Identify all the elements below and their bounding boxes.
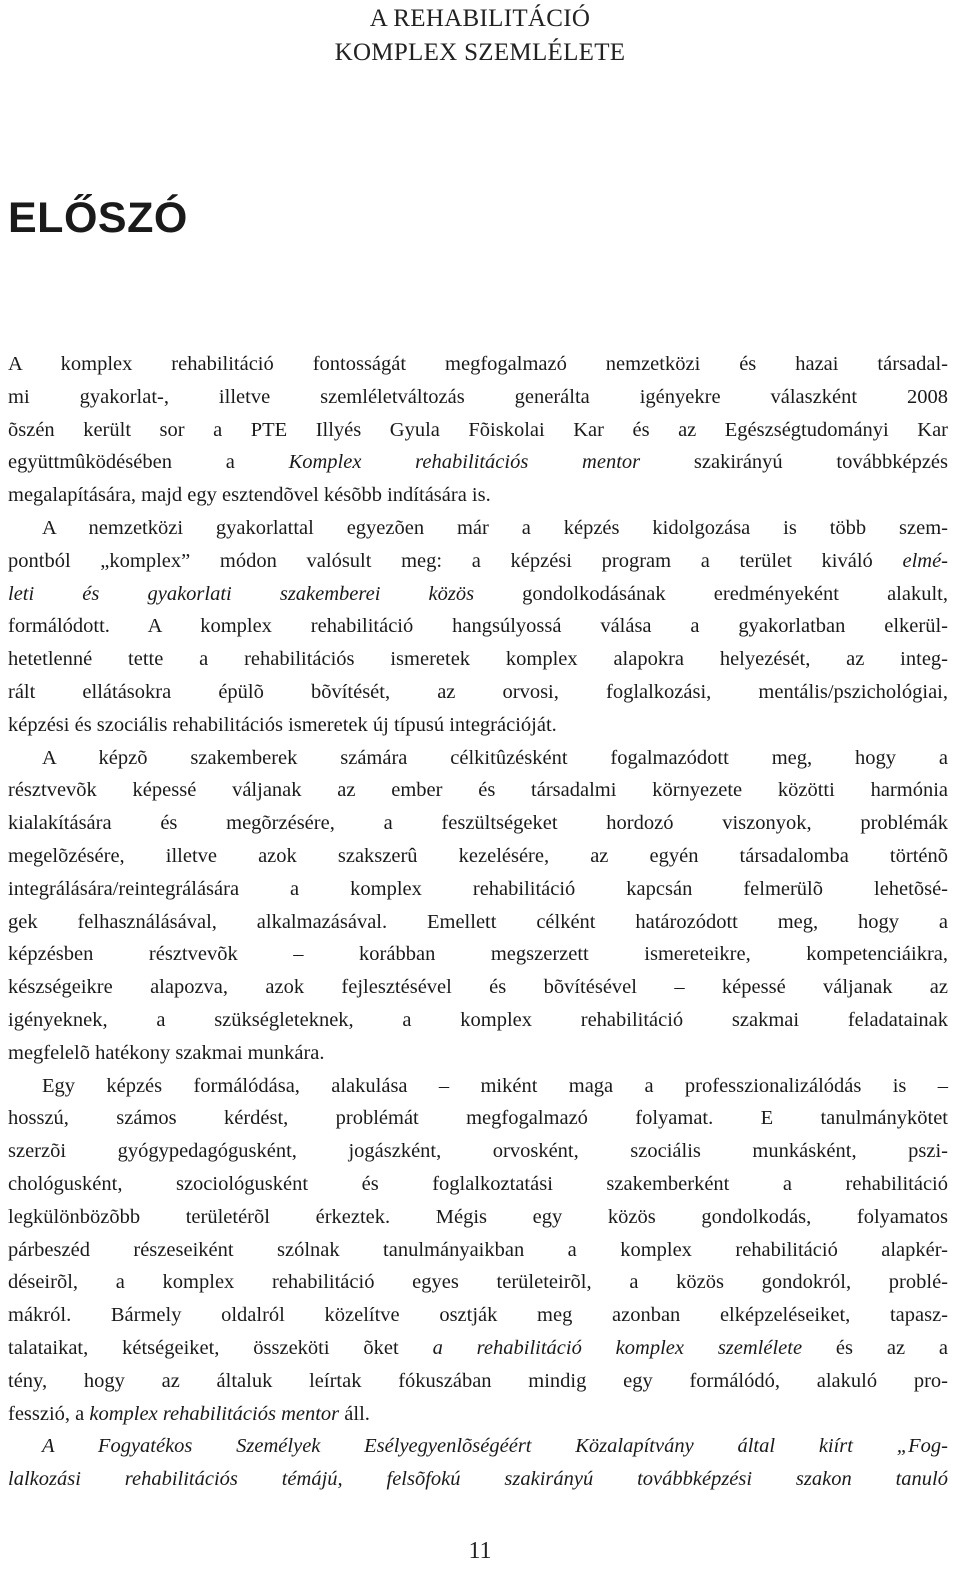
- text-line: résztvevõk képessé váljanak az ember és társadalmi környezete közötti harmónia: [8, 779, 948, 802]
- text-line: déseirõl, a komplex rehabilitáció egyes területeirõl, a közös gondokról, problé-: [8, 1271, 948, 1294]
- text-line: igényeknek, a szükségleteknek, a komplex rehabilitáció szakmai feladatainak: [8, 1008, 948, 1031]
- text-run: és az a: [802, 1336, 948, 1359]
- italic-run: komplex rehabilitációs mentor: [89, 1402, 340, 1425]
- italic-run: lalkozási rehabilitációs témájú, felsõfokú szakirányú továbbképzési szakon tanuló: [8, 1468, 948, 1491]
- text-line: [8, 1332, 948, 1365]
- chapter-title: ELŐSZÓ: [8, 194, 188, 242]
- text-line: A komplex rehabilitáció fontosságát megfogalmazó nemzetközi és hazai társadal-: [8, 353, 948, 375]
- body-text: [8, 348, 948, 1496]
- page-number: 11: [468, 1538, 492, 1564]
- text-line: kialakítására és megõrzésére, a feszültségeket hordozó viszonyok, problémák: [8, 812, 948, 835]
- text-line: tény, hogy az általuk leírtak fókuszában mindig egy formálódó, alakuló pro-: [8, 1369, 948, 1392]
- text-run: szakirányú továbbképzés: [640, 451, 949, 474]
- text-line: legkülönbözõbb területérõl érkeztek. Mégis egy közös gondolkodás, folyamatos: [8, 1205, 948, 1228]
- text-line: gek felhasználásával, alkalmazásával. Emellett célként határozódott meg, hogy a: [8, 910, 948, 933]
- text-run: gondolkodásának eredményeként alakult,: [474, 582, 948, 605]
- text-line: hosszú, számos kérdést, problémát megfogalmazó folyamat. E tanulmánykötet: [8, 1107, 948, 1130]
- text-line: megelõzésére, illetve azok szakszerû kezelésére, az egyén társadalomba történõ: [8, 844, 948, 867]
- running-header-line-2: KOMPLEX SZEMLÉLETE: [334, 39, 626, 66]
- text-line: A nemzetközi gyakorlattal egyezõen már a képzés kidolgozása is több szem-: [42, 516, 948, 539]
- text-line: [8, 578, 948, 611]
- text-line: hetetlenné tette a rehabilitációs ismeretek komplex alapokra helyezését, az integ-: [8, 648, 948, 671]
- text-run: együttmûködésében a: [8, 451, 289, 474]
- text-line: megalapítására, majd egy esztendõvel késõbb indítására is.: [8, 484, 491, 507]
- text-run: pontból „komplex” módon valósult meg: a képzési program a terület kiváló: [8, 549, 903, 572]
- text-run: fesszió, a: [8, 1402, 90, 1425]
- text-line: mi gyakorlat-, illetve szemléletváltozás generálta igényekre válaszként 2008: [8, 385, 948, 408]
- text-line: [8, 1430, 948, 1463]
- text-run: talataikat, kétségeiket, összeköti õket: [8, 1336, 433, 1359]
- italic-run: Komplex rehabilitációs mentor: [288, 451, 641, 474]
- text-line: integrálására/reintegrálására a komplex rehabilitáció kapcsán felmerülõ lehetõsé-: [8, 877, 948, 900]
- text-line: megfelelõ hatékony szakmai munkára.: [8, 1041, 325, 1064]
- text-line: képzésben résztvevõk – korábban megszerzett ismereteikre, kompetenciáikra,: [8, 943, 948, 966]
- text-line: Egy képzés formálódása, alakulása – miként maga a professzionalizálódás is –: [42, 1074, 948, 1097]
- text-line: mákról. Bármely oldalról közelítve osztják meg azonban elképzeléseiket, tapasz-: [8, 1304, 948, 1327]
- text-line: formálódott. A komplex rehabilitáció hangsúlyossá válása a gyakorlatban elkerül-: [8, 615, 948, 638]
- text-line: chológusként, szociológusként és foglalkoztatási szakemberként a rehabilitáció: [8, 1172, 948, 1195]
- text-line: szerzõi gyógypedagógusként, jogászként, orvosként, szociális munkásként, pszi-: [8, 1140, 948, 1163]
- text-line: [8, 446, 948, 479]
- italic-run: a rehabilitáció komplex szemlélete: [432, 1336, 803, 1359]
- italic-run: leti és gyakorlati szakemberei közös: [8, 582, 475, 605]
- text-line: [8, 1398, 948, 1431]
- italic-run: elmé-: [902, 549, 948, 572]
- text-line: [8, 1463, 948, 1496]
- italic-run: A Fogyatékos Személyek Esélyegyenlõségéért Közalapítvány által kiírt „Fog-: [42, 1435, 948, 1458]
- text-line: õszén került sor a PTE Illyés Gyula Fõiskolai Kar és az Egészségtudományi Kar: [8, 418, 948, 441]
- running-header-line-1: A REHABILITÁCIÓ: [369, 5, 591, 32]
- text-run: áll.: [339, 1402, 370, 1425]
- text-line: [8, 545, 948, 578]
- text-line: készségeikre alapozva, azok fejlesztésével és bõvítésével – képessé váljanak az: [8, 976, 948, 999]
- text-line: rált ellátásokra épülõ bõvítését, az orvosi, foglalkozási, mentális/pszichológiai,: [8, 680, 948, 703]
- text-line: párbeszéd részeseiként szólnak tanulmányaikban a komplex rehabilitáció alapkér-: [8, 1238, 948, 1261]
- text-line: A képzõ szakemberek számára célkitûzésként fogalmazódott meg, hogy a: [42, 746, 948, 769]
- text-line: képzési és szociális rehabilitációs ismeretek új típusú integrációját.: [8, 713, 557, 736]
